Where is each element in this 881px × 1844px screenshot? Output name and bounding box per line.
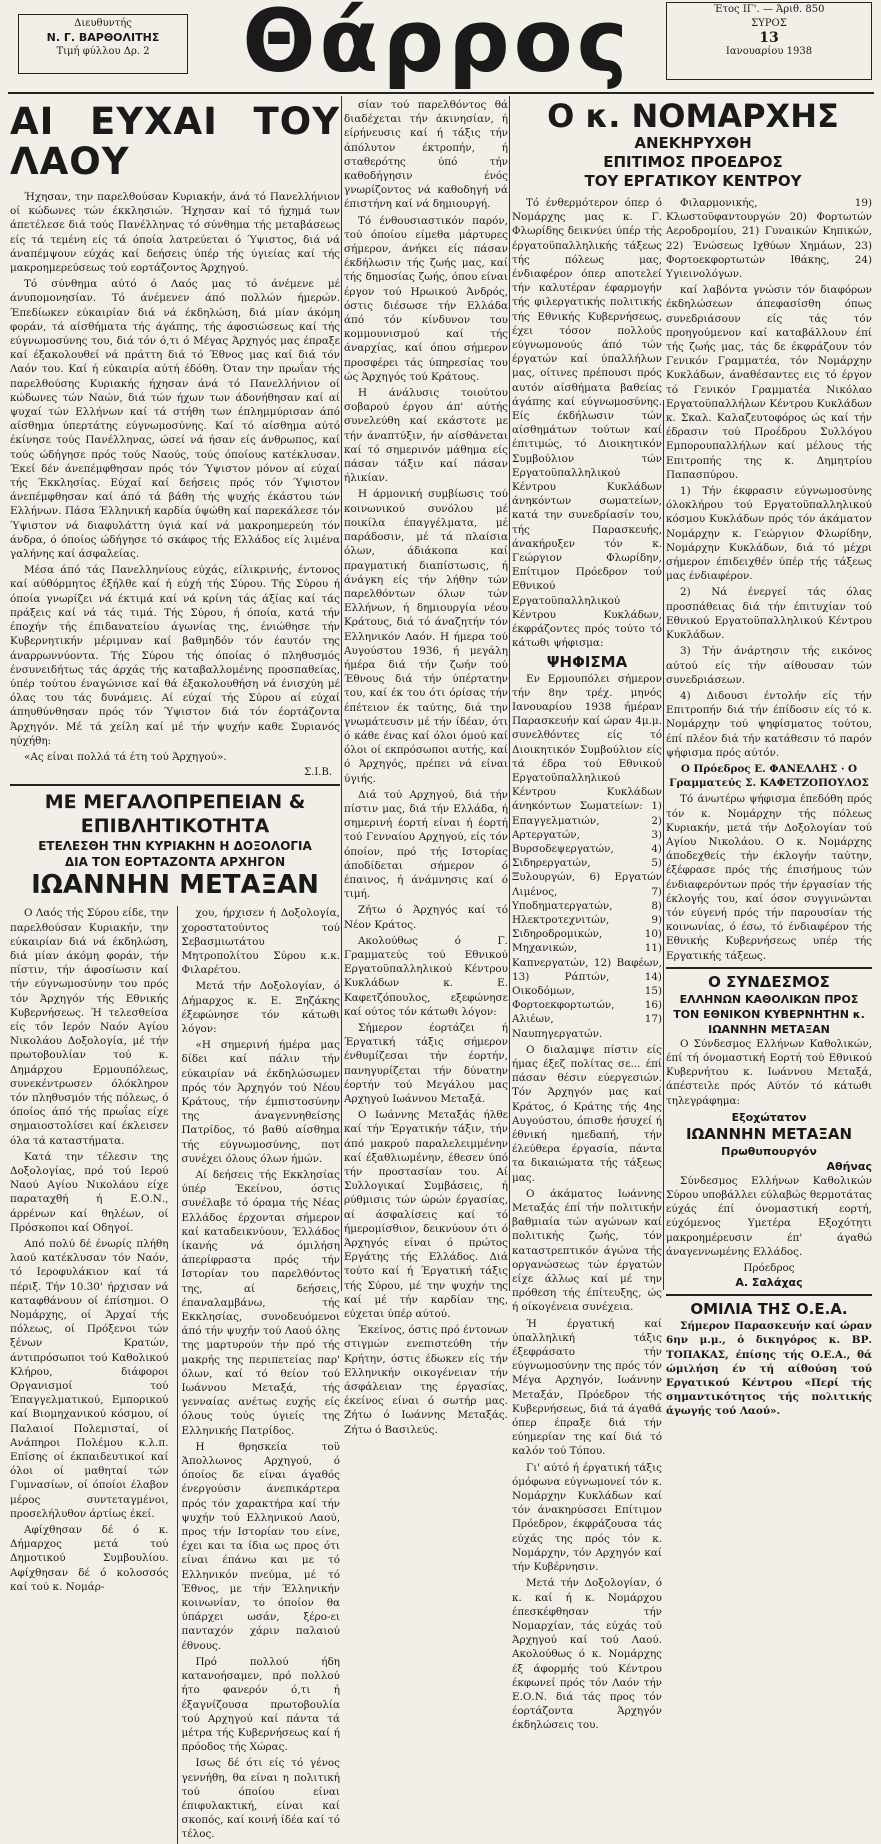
issue-date: Ιανουαρίου 1938 [725,46,813,57]
paragraph: χου, ήρχισεν ή Δοξολογία, χοροστατούντος τού Σεβασμιωτάτου Μητροπολίτου Σύρου κ.κ. Φιλαρέτου. [181,907,340,977]
paragraph: Ο άκάματος Ιωάννης Μεταξάς έπί τήν πολιτικήν βαθμιαία τών αγώνων καί πολιτικής ζωής, τόν καταστρεπτικόν άγώνα τής οργανώσεως τών έργατών είχε άλλως καί μέ την πρόθεση τής έπίτευξης, ώς ή οίκογένεια συνέχεια. [512,1187,662,1314]
paragraph: Εν Ερμουπόλει σήμερον τήν 8ην τρέχ. μηνός Ιανουαρίου 1938 ήμέραν Παρασκευήν καί ώραν 4μ.μ. συνελθόντες είς τό Διοικητικόν Συμβούλιον είς τά έδρα τού Εθνικού Εργατοϋπαλληλικού Κέντρου Κυκλάδων άνηκόντων Σωματείων: 1) Επαγγελματιών, 2) Αρτεργατών, 3) Βυρσοδεψεργατών, 4) Σιδηρεργατών, 5) Ξυλουργών, 6) Εργατών Λιμένος, 7) Υποδηματεργατών, 8) Ηλεκτροτεχνιτών, 9) Σιδηροδρομικών, 10) Μηχανικών, 11) Καπνεργατών, 12) Βαφέων, 13) Ράπτών, 14) Οικοδόμων, 15) Φορτοεκφορτωτών, 16) Αλιέων, 17) Ναυπηγεργατών. [512,672,662,1040]
paragraph: 2) Νά ένεργεί τάς όλας προσπάθειας διά τήν έπιτυχίαν τού Εθνικού Εργατοϋπαλληλικού Κέντρου Κυκλάδων. [666,586,872,642]
paragraph: Μετά τήν Δοξολογίαν, ό Δήμαρχος κ. Ε. Ξηζάκης έξεφώνησε τόν κάτωθι λόγον: [181,980,340,1035]
paragraph: Η άνάλυσις τοιούτου σοβαρού έργου άπ' αύτής συνελεύθη καί εκάστοτε με τήν άναπτύξιν, ήν αίσθάνεται καί τό σημερινόν μάθημα είς πάσαν τάξιν καί πάσαν ήλικίαν. [344,387,508,485]
signature: Σ.Ι.Β. [304,767,332,779]
paragraph: Σήμερον έορτάζει ή Έργατική τάξις σήμερον ένθυμίζεσαι τήν έορτήν, πανηγυρίζεται τήν δύνατην έορτήν τού Μεγάλου μας Αρχηγού Ιωάννου Μεταξά. [344,1022,508,1106]
paragraph: Γι' αύτό ή έργατική τάξις όμόφωνα εύγνωμονεί τόν κ. Νομάρχην Κυκλάδων καί τόν άνακηρύσσει Επίτιμον Πρόεδρον, έκφράζουσα τάς εύχάς της πρός τόν κ. Νομάρχην, τόν Αρχηγόν καί τήν Κυβέρνησιν. [512,1461,662,1574]
paragraph: Ο Λαός τής Σύρου είδε, την παρελθούσαν Κυριακήν, την εύκαιρίαν διά νά έκδηλώση, διά μίαν άκόμη φοράν, τήν πίστιν, τήν άφοσίωσιν καί τήν εύγνωμοσύνην του πρός τόν Άρχηγόν τής Εθνικής Κυβερνήσεως. Ή τελεσθείσα είς τόν Ιερόν Ναόν Αγίου Νικολάου Δοξολογία, μέ τήν πρωτοβουλίαν τού κ. Δημάρχου Ερμουπόλεως, συνεκέντρωσεν όλόκληρον τόν πληθυσμόν τής πόλεως, ό όποίος άπό τής πρωΐας είχε σημαιοστολίσει καί έκλεισεν όλα τά καταστήματα. [10,907,169,1147]
paragraph: Ή έργατική καί ύπαλληλική τάξις έξεφράσατο τήν εύγνωμοσύνην της πρός τόν Μέγα Αρχηγόν, Ιωάννην Μεταξάν, Πρόεδρον τής Κυβερνήσεως, διά τά άγαθά όπερ έπραξε διά τήν εύημερίαν της καί διά τό καλόν τού Τόπου. [512,1317,662,1458]
telegram-city: Αθήνας [826,1159,872,1173]
headline-oea: ΟΜΙΛΙΑ ΤΗΣ Ο.Ε.Α. [666,1294,872,1319]
column-1 [10,98,341,1841]
paragraph: «Ας είναι πολλά τά έτη τού Άρχηγού». [24,750,227,763]
subhead: ΕΤΕΛΕΣΘΗ ΤΗΝ ΚΥΡΙΑΚΗΝ Η ΔΟΞΟΛΟΓΙΑ [38,839,312,854]
column-rule [663,400,664,1290]
column-2 [344,98,508,1436]
headline-syndesmos: Ο ΣΥΝΔΕΣΜΟΣ [666,967,872,992]
subcolumn-right [177,906,341,1843]
issue-box [666,2,872,80]
subhead: ΕΠΙΤΙΜΟΣ ΠΡΟΕΔΡΟΣ [603,153,783,171]
paragraph: Τό άνωτέρω ψήφισμα έπεδόθη πρός τόν κ. Νομάρχην τής πόλεως Κυριακήν, μετά τήν Δοξολογίαν τού Αγίου Νικολάου. Ο κ. Νομάρχης άποδεχθείς τήν έκλογήν ταύτην, έξέφρασε πρός τής έπισήμους τών ένδιαφερόντων πρός τήν έργασίαν τής έκλογής του, καί όσον συγγινώνται τόν εύγενή πρός τήν παρουσίαν τής κοινωνίας, ό έσω, τό ένδιαφέρον τής Εθνικής Κυβερνήσεως υπέρ τής Εργατικής τάξεως. [666,793,872,962]
paragraph: Πρό πολλού ήδη κατανοήσαμεν, πρό πολλού ήτο φανερόν ό,τι ή έξαγνίζουσα πρωτοβουλία τού Αρχηγού καί πάντα τά μέτρα τής Κυβερνήσεως καί ή πρόοδος τής Χώρας. [181,1655,340,1754]
issue-place: ΣΥΡΟΣ [751,18,787,29]
paragraph: Αφίχθησαν δέ ό κ. Δήμαρχος μετά τού Δημοτικού Συμβουλίου. Αφίχθησαν δέ ό κολοσσός καί τού κ. Νομάρ- [10,1524,169,1593]
telegram-name: ΙΩΑΝΝΗΝ ΜΕΤΑΞΑΝ [685,1124,853,1143]
masthead [0,0,881,92]
signatories: Ο Πρόεδρος Ε. ΦΑΝΕΛΛΗΣ · Ο Γραμματεύς Σ. ΚΑΦΕΤΖΟΠΟΥΛΟΣ [669,762,869,790]
issue-day: 13 [759,30,779,46]
director-box [18,14,188,74]
two-col-block [10,906,340,1843]
subhead: ΑΝΕΚΗΡΥΧΘΗ [634,134,752,152]
paragraph: Η θρησκεία τοϋ Άπολλωνος Αρχηγού, ό όποίος δε είναι άγαθός ένεργούσιν άνεπικάρτερα πρός τόν χαρακτήρα καί τήν ψυχήν τού Ελληνικού Λαού, προς τήν Ιστορίαν του είνε, έχει και τα ίδια ως προς ότι είναι έπάνω και με τό Ελληνικόν πνεύμα, μέ τό Έθνος, με τήν Έλληνικήν κοινωνίαν, το όποίον θα ύπάρχει ωσάν, ξέρο-ει πανταχόν χάριν παλαιού έθνους. [181,1440,340,1652]
newspaper-title: Θάρρος [242,0,632,92]
paragraph: Ακολούθως ό Γ. Γραμματεύς τού Εθνικού Εργατοϋπαλληλικού Κέντρου Κυκλάδων κ. Ε. Καφετζόπουλος, εξεφώνησε καί ούτος τόν κάτωθι λόγον: [344,934,508,1018]
paragraph: 3) Τήν άνάρτησιν τής εικόνος αύτού είς τήν αίθουσαν τών συνεδριάσεων. [666,645,872,686]
paragraph: Ισως δέ ότι είς τό γένος γεννήθη, θα είναι η πολιτική τού όποίου είναι έπιφυλακτική, είναι καί σκοπός, καί κοινή ίδέα καί τό τέλος. [181,1757,340,1841]
paragraph: 1) Τήν έκφρασιν εύγνωμοσύνης όλοκλήρου τού Εργατοϋπαλληλικού κόσμου Κυκλάδων πρός τόν άκάματον Νομάρχην κ. Γεώργιον Φλωρίδην, Νομάρχην Κυκλάδων, διά τό μέχρι σήμερον έπιδειχθέν ύπέρ τής τάξεως μας ένδιαφέρον. [666,485,872,583]
paragraph: Σύνδεσμος Ελλήνων Καθολικών Σύρου υποβάλλει εύλαβώς θερμοτάτας εύχάς έπί όνομαστική εορτή, εύχόμενος Υμετέρα Εξοχότητι μακροημέρευσιν έπ' άγαθώ άναγεννωμένης Ελλάδος. [666,1174,872,1258]
telegram-sign-title: Πρόεδρος [743,1262,795,1274]
headline-nomarch: Ο κ. ΝΟΜΑΡΧΗΣ [547,97,839,135]
subhead: ΕΛΛΗΝΩΝ ΚΑΘΟΛΙΚΩΝ ΠΡΟΣ ΤΟΝ ΕΘΝΙΚΟΝ ΚΥΒΕΡΝΗΤΗΝ κ. ΙΩΑΝΝΗΝ ΜΕΤΑΞΑΝ [673,992,865,1036]
telegram-sign-name: Α. Σαλάχας [735,1276,803,1290]
paragraph: Τό ένθουσιαστικόν παρόν, τού όποίου είμεθα μάρτυρες σήμερον, άνήκει είς πάσαν έκδήλωσιν τής ζωής μας, καί τής δημοσίας ζωής, όπου είναι έργον τού Ηρωικού Άνδρός, όστις διέσωσε τήν Ελλάδα άπό τόν κίνδυνον του κομμουνισμού καί τής άναρχίας, καί όπου σήμερον προσφέρει τάς ύπηρεσίας του ώς Άρχηγός τού Κράτους. [344,214,508,383]
director-label: Διευθυντής [74,18,132,29]
paragraph: Μετά τήν Δοξολογίαν, ό κ. καί ή κ. Νομάρχου έπεσκέφθησαν τήν Νομαρχίαν, τάς εύχάς τού Άρχηγού καί τού Λαού. Ακολούθως ό κ. Νομάρχης έξ άφορμής τού Κέντρου έκφωνεί πρός τόν Λαόν τήν Ε.Ο.Ν. διά τάς προς τόν έορτάζοντα Άρχηγόν έκδηλώσεις του. [512,1577,662,1732]
paragraph: Ο διαλαμψε πίστιν είς ήμας έξεζ πολίτας σε... έπί πάσαν θέσιν εύεργεσιών. Τόν Άρχηγόν μας καί Κράτος, ό Κράτης τής 4ης Αυγούστου, όπισθε ήσυχεί ή έθνική ημεδαπή, τήν έλεύθερα έργασία, πάντα τα δικαιώματα τής τάξεως μας. [512,1043,662,1184]
column-rule [509,96,510,1291]
paragraph: Από πολύ δέ ένωρίς πλήθη λαού κατέκλυσαν τόν Ναόν, τό Ιεροφυλάκιον καί τά πέριξ. Τήν 10.30' ήρχισαν νά καταφθάνουν οί έπίσημοι. Ο Νομάρχης, οί Άρχαί τής πόλεως, οί Πρόξενοι τών ξένων Κρατών, άντιπρόσωποι τού Καθολικού Κλήρου, διάφοροι Οργανισμοί τού Έπαγγελματικού, Εμπορικού καί Βιομηχανικού κόσμου, οί Παλαιοί Πολεμισταί, οί Ανάπηροι Πολέμου κ.λ.π. Επίσης οί έκπαιδευτικοί καί όλοι οί μαθηταί τών Γυμνασίων, οί όποίοι έλαβον μέρος συντεταγμένοι, προσελήλυθον άρτίως έκεί. [10,1238,169,1520]
telegram-to: Εξοχώτατον [731,1110,807,1124]
paragraph: Ο Σύνδεσμος Ελλήνων Καθολικών, έπί τή όνομαστική Εορτή τού Εθνικού Κυβερνήτου κ. Ιωάννου Μεταξά, άπέστειλε πρός Αύτόν τό κάτωθι τηλεγράφημα: [666,1037,872,1107]
paragraph: σίαν τού παρελθόντος θά διαδέχεται τήν άκινησίαν, ή είρήνευσις καί ή τάξις τήν άπόλυτον έκτροπήν, ή σταθερότης ύπό τήν καθοδήγησιν ένός γνωρίζοντος νά καθοδηγή νά έπιστήνη καί νά δημιουργή. [344,99,508,211]
headline-laou: ΑΙ ΕΥΧΑΙ ΤΟΥ ΛΑΟΥ [10,100,340,183]
subhead: ΤΟΥ ΕΡΓΑΤΙΚΟΥ ΚΕΝΤΡΟΥ [584,172,802,190]
paragraph: Έκείνος, όστις πρό έντονων στιγμών ενεπιστεύθη τήν Κρήτην, όστις έδωκεν είς τήν Ελληνικήν οικογένειαν τήν άσφάλειαν της έργασίας, έκείνος είναι ό σωτήρ μας. Ζήτω ό Ιωάννης Μεταξάς. Ζήτω ό Βασιλεύς. [344,1324,508,1436]
nomarch-heading [512,98,874,191]
column-4 [666,196,872,1418]
subhead-name: ΙΩΑΝΝΗΝ ΜΕΤΑΞΑΝ [31,870,319,901]
paragraph: Αί δεήσεις τής Εκκλησίας ύπέρ Έκείνου, όστις συνέλαβε τό όραμα τής Νέας Ελλάδος έρχονται σήμερον καί καταδεικνύουν, Έλλάδος ίκανής νά όμιλήση άπερίφραστα πρός τήν Ιστορίαν του παρελθόντος της, αί δεήσεις, έπαναλαμβάνω, τής Εκκλησίας, συνοδευόμενοι άπό τήν ψυχήν τού Λαού όλης της μαρτυρούν τήν πρό τής μακρής της περιπετείας παρ' όλων, καί τό θείον τού Ιωάννου Μεταξά, τής γενναίας ανέτως ευχής είς όλους τούς ύγιείς της Ελληνικής Πατρίδος. [181,1168,341,1437]
paragraph: Κατά την τέλεσιν της Δοξολογίας, πρό τού Ιερού Ναού Αγίου Νικολάου είχε παραταχθή ή Ε.Ο.Ν., άρρένων καί θηλέων, οί Πρόσκοποι καί Οδηγοί. [10,1150,169,1234]
price: Τιμή φύλλου Δρ. 2 [56,46,150,57]
paragraph: Η άρμονική συμβίωσις τού κοινωνικού συνόλου μέ ποικίλα έπαγγέλματα, μέ παράδοσιν, μέ τά πλαίσια όλων, άδιάκοπα καί πραγματική διαπίστωσις, ή άνάγκη είς τήν λήθην τών παρελθόντων όλων τών Ελλήνων, ή δημιουργία νέου Κράτους, διά τό άναζητήν τόν Ελληνικόν Λαόν. Η ήμερα τού Αυγούστου 1936, ή μεγάλη ήμέρα διά τήν ζωήν τού Έθνους διά τήν ύπέρτατην του, καί έκ του ότι όρίσας τήν έπέτειον έκ ταύτης, διά την γνωμάτευσιν μέ τήν ίδέαν, ότι ό κάθε ένας καί όλοι όμού καί όλοι οί εκπρόσωποι αυτής, καί ό Άρχηγός, πρέπει νά είναι ύγιής. [344,488,508,785]
column-3 [512,196,662,1732]
paragraph: Διά τού Αρχηγού, διά τήν πίστιν μας, διά τήν Ελλάδα, ή σημερινή έορτή είναι ή έορτή τού Γενναίου Αρχηγού, είς τόν όποίον, πρό τής Ιστορίας άποδίδεται σήμερον ό έπαινος, ή άνάμνησις καί ό τιμή. [344,788,508,901]
paragraph: Ο Ιωάννης Μεταξάς ήλθε καί τήν Έργατικήν τάξιν, τήν άπό μακρού παραλελειμμένην καί έξαθλιωμένην, έθεσεν ύπό τήν προστασίαν του. Αί Συλλογικαί Συμβάσεις, ή ρύθμισις τών ώρών έργασίας, αί άσφαλίσεις καί τό ήμερομίσθιον, δεικνύουν ότι ό Άρχηγός είναι ό πρώτος Εργάτης τής Ελλάδος. Διά τούτο καί ή Έργατική τάξις τής Σύρου, μέ την ψυχήν της καί μέ τήν καρδίαν της, εύχεται ύπέρ αύτού. [344,1109,508,1321]
director-name: Ν. Γ. ΒΑΡΘΟΛΙΤΗΣ [46,31,160,44]
paragraph: Σήμερον Παρασκευήν καί ώραν 6ην μ.μ., ό δικηγόρος κ. ΒΡ. ΤΟΠΑΚΑΣ, έπίσης τής Ο.Ε.Α., θά ώμιλήση έν τή αίθούση τού Εργατικού Κέντρου «Περί τής σημαντικότητος τής πολιτικής άγωγής τού Λαού». [666,1320,872,1418]
masthead-rule [8,92,874,94]
paragraph: Τό σύνθημα αύτό ό Λαός μας τό άνέμενε μέ άνυπομονησίαν. Τό άνέμενεν άπό πολλών ήμερών. Έπεδίωκεν εύκαιρίαν διά νά έκδηλώση, διά μίαν άκόμη φοράν, τά αίσθήματα τής άγάπης, τής άφοσιώσεως καί τής εύγνωμοσύνης του, διά τόν ό,τι ό Μέγας Άρχηγός μας έπραξε καί έξακολουθεί νά πράττη διά τό Έθνος μας καί διά τόν Λαόν του. Καί ή εύκαιρία αύτή έδόθη. Όταν την πρωΐαν τής παρελθούσης Κυριακής ήχησαν άνά τό Πανελλήνιον οί κώδωνες τών Ναών, διά τών ήχων των άδονήθησαν καί αί ψυχαί τών Ελλήνων καί τά στήθη των έπλημμύρισαν άπό αίσθημα ύπερτάτης εύγνωμοσύνης. Καί τό αίσθημα αύτό έκίνησε τούς Πανέλληνας, ώσεί νά ήσαν είς άνθρωπος, καί τούς ώδήγησε πρός τούς Ναούς, τούς όποίους κατέκλυσαν. Έκεί δέν άνεπέμφθησαν πρός τόν Ύψιστον μόνον αί εύχαί τής Έκκλησίας. Εύχαί καί δεήσεις πρός τόν Ύψιστον άνεπέμφθησαν καί άπό τά βάθη τής ψυχής έκάστου τών Ελλήνων. Πάσα Έλληνική καρδία ύψώθη καί παρεκάλεσε τόν Ύψιστον νά διαφυλάττη ύγιά καί νά μακροημερεύη τόν άνδρα, ό όποίος ώδήγησε τό σκάφος τής Ελλάδος είς λιμένα γαλήνης καί άσφαλείας. [10,278,340,561]
headline-megaloprepeian: ΜΕ ΜΕΓΑΛΟΠΡΕΠΕΙΑΝ & ΕΠΙΒΛΗΤΙΚΟΤΗΤΑ [10,784,340,838]
issue-number: Έτος ΙΓ'. — Άριθ. 850 [713,4,825,15]
paragraph: Φιλαρμονικής, 19) Κλωστοϋφαντουργών 20) Φορτωτών Αεροδρομίου, 21) Γυναικών Κηπικών, 22) Ένώσεως Ιχθύων Χημάων, 23) Φορτοεκφορτωτών Ιθάκης, 24) Υγιεινολόγων. [666,197,872,281]
psifisma-title: ΨΗΦΙΣΜΑ [546,652,628,671]
subcolumn-left [10,906,169,1843]
paragraph: «Η σημερινή ήμέρα μας δίδει καί πάλιν τήν εύκαιρίαν νά έκδηλώσωμεν πρός τόν Άρχηγόν τού Νέου Κράτους, τήν έμπιστοσύνην της άναγεννηθείσης Πατρίδος, τό βαθύ αίσθημα τής εύγνωμοσύνης, ποτ συνέχει όλους όλων ήμών. [181,1039,340,1165]
subhead: ΔΙΑ ΤΟΝ ΕΟΡΤΑΖΟΝΤΑ ΑΡΧΗΓΟΝ [64,855,286,870]
paragraph: Μέσα άπό τάς Πανελληνίους εύχάς, είλικρινής, έντονος καί αύθόρμητος έξήλθε καί ή εύχή τής Σύρου. Τής Σύρου ή όποία γνωρίζει νά έκτιμά καί νά κρίνη τάς άξίας καί τάς πράξεις καί νά τάς τιμά. Τής Σύρου, ή όποία, κατά τήν έποχήν τής έπιδανατείου άγωνίας της, ένιώθησε τήν Κυβερνητικήν μέριμναν καί βαθμηδόν τόν έαυτόν της άναρρωννύοντα. Τής Σύρου τής όποίας ό πληθυσμός ένσυνειδήτως τάς άρχάς τής καταβαλλομένης προσπαθείας, ύπέρ τούτου έναγώνισε καί θά έξακολουθήση νά ένισχύη μέ όλας του τάς δυνάμεις. Αί εύχαί τής Σύρου αί εύχαί άπηυθύνθησαν πρός τόν Ύψιστον διά τόν έορτάζοντα Άρχηγόν. Μέ τά χείλη καί μέ τήν ψυχήν καθε Συριανός ηύχήθη: [10,564,340,747]
telegram-role: Πρωθυπουργόν [721,1144,817,1158]
paragraph: Ήχησαν, την παρελθούσαν Κυριακήν, άνά τό Πανελλήνιον οί κώδωνες τών έκκλησιών. Ήχησαν καί τό ήχημά των άπετέλεσε διά τούς Πανέλληνας τό σύνθημα τής μεταβάσεως είς τά τεμένη είς τά όποία λατρεύεται ό Ύψιστος, διά νά άναπέμψουν εύχάς καί δεήσεις ύπέρ τής ύγιείας καί τής μακροημερεύσεως τού εορτάζοντος Άρχηγού. [10,191,340,275]
paragraph: Τό ένθερμότερον όπερ ό Νομάρχης μας κ. Γ. Φλωρίδης δεικνύει ύπέρ τής έργατοϋπαλληλικής τάξεως τής πόλεως μας, ένδιαφέρον όπερ αποτελεί τήν καλυτέραν έφαρμογήν τής φιλεργατικής πολιτικής τής Εθνικής Κυβερνήσεως, έχει τόσον πολλούς εύγνωμονούς άπό τών έργατών καί ύπαλλήλων μας, οίτινες πρέπουσι πρός αυτόν αίσθήματα βαθείας άγάπης καί εύγνωμοσύνης. Είς έκδήλωσιν τών αίσθημάτων τούτων καί έπιτιμώς, τό Διοικητικόν Συμβούλιον τών Εργατοϋπαλληλικού Κέντρου Κυκλάδων άνηκόντων σωματείων, κατά την συνεδρίασίν του, τής Παρασκευής, άνακήρυξεν τόν κ. Γεώργιον Φλωρίδην, Επίτιμον Πρόεδρον τού Εθνικού Εργατοϋπαλληλικού Κέντρου Κυκλάδων, έκφράζοντες πρός τούτο τό κάτωθι ψήφισμα: [512,197,662,650]
paragraph: καί λαβόντα γνώσιν τόν διαφόρων έκδηλώσεων άπεφασίσθη όπως συνεδριάσουν είς τάς τόν προηγούμενον καί καταβάλλουν έπί τής ζωής μας, τάς δε έκφράζουν τόν Γενικόν Γραμματέα, τόν Νομάρχην Κυκλάδων, άναθέσαντες εις τό έργον τό Γενικόν Γραμματέα Νικόλαο Εργατοϋπαλλήλων Κέντρου Κυκλάδων κ. Σκαλ. Καλαζευτοφόρος ώς καί τήν έδρασιν τού Προέδρου Συλλόγου Εμπορουπαλλήλων καί μέλους τής Επιτροπής της κ. Δημητρίου Παπασπύρου. [666,284,872,481]
column-rule [341,96,342,1291]
paragraph: 4) Διδουσι έντολήν είς τήν Επιτροπήν διά τήν έπίδοσιν είς τό κ. Νομάρχην τού ψηφίσματος τούτου, έπί πλέον διά τήν κατάθεσιν τό παρόν ψήφισμα πρός αύτόν. [666,689,872,759]
paragraph: Ζήτω ό Άρχηγός καί τό Νέον Κράτος. [344,904,508,931]
